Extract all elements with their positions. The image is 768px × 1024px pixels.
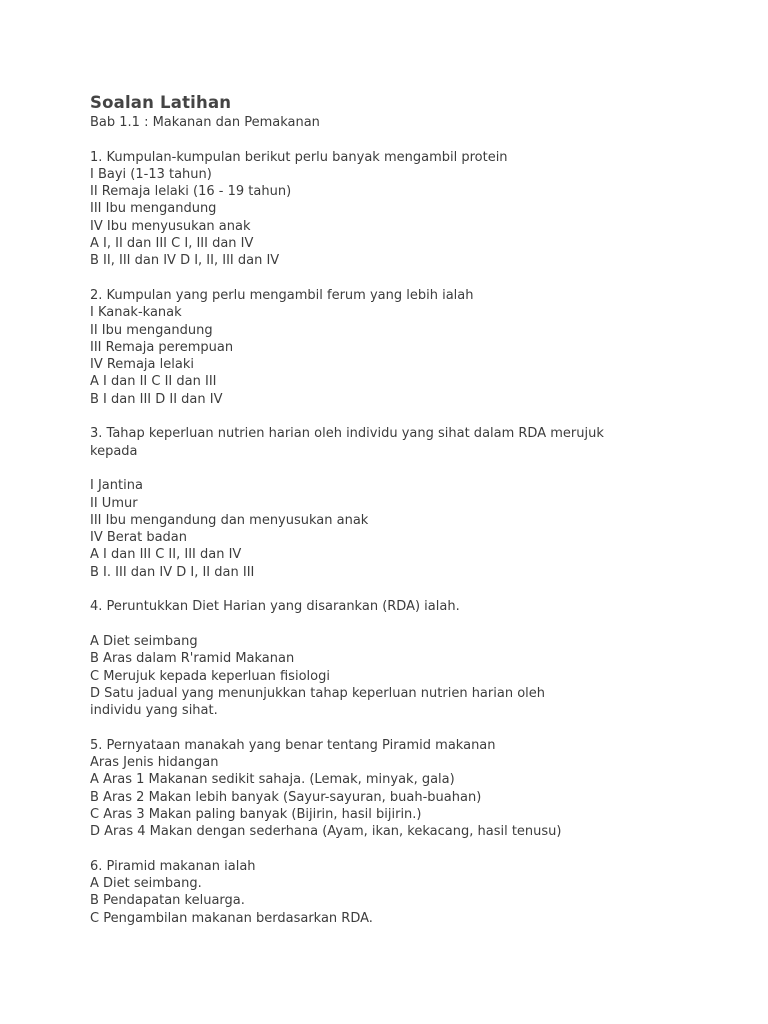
question-3	[90, 425, 730, 581]
spacer	[90, 131, 730, 148]
question-5-option: A Aras 1 Makanan sedikit sahaja. (Lemak, minyak, gala)	[90, 772, 455, 788]
question-5-option: B Aras 2 Makan lebih banyak (Sayur-sayuran, buah-buahan)	[90, 789, 482, 805]
question-3-item: II Umur	[90, 495, 138, 511]
question-2-item: III Remaja perempuan	[90, 339, 234, 355]
question-5-header: Aras Jenis hidangan	[90, 754, 219, 770]
question-3-option: B I. III dan IV D I, II dan III	[90, 564, 255, 580]
question-6	[90, 858, 730, 927]
question-3-item: I Jantina	[90, 478, 143, 494]
question-6-text: 6. Piramid makanan ialah	[90, 858, 256, 874]
question-4-text: 4. Peruntukkan Diet Harian yang disarankan (RDA) ialah.	[90, 599, 460, 615]
question-6-option: B Pendapatan keluarga.	[90, 893, 245, 909]
question-5-option: D Aras 4 Makan dengan sederhana (Ayam, ikan, kekacang, hasil tenusu)	[90, 824, 562, 840]
question-3-text-continued: kepada	[90, 443, 138, 459]
question-4-option: D Satu jadual yang menunjukkan tahap keperluan nutrien harian oleh	[90, 685, 545, 701]
question-1-item: III Ibu mengandung	[90, 201, 217, 217]
question-5-text: 5. Pernyataan manakah yang benar tentang Piramid makanan	[90, 737, 496, 753]
question-6-option: A Diet seimbang.	[90, 876, 202, 892]
question-3-option: A I dan III C II, III dan IV	[90, 547, 242, 563]
question-2	[90, 287, 730, 408]
spacer	[90, 616, 730, 633]
question-2-item: II Ibu mengandung	[90, 322, 213, 338]
question-5	[90, 737, 730, 841]
question-2-item: I Kanak-kanak	[90, 305, 182, 321]
spacer	[90, 270, 730, 287]
chapter-subtitle: Bab 1.1 : Makanan dan Pemakanan	[90, 115, 320, 130]
question-1	[90, 149, 730, 270]
question-1-option: A I, II dan III C I, III dan IV	[90, 236, 254, 252]
question-2-item: IV Remaja lelaki	[90, 357, 194, 373]
question-4-option: A Diet seimbang	[90, 633, 198, 649]
spacer	[90, 719, 730, 736]
spacer	[90, 460, 730, 477]
question-1-item: I Bayi (1-13 tahun)	[90, 166, 212, 182]
question-1-item: IV Ibu menyusukan anak	[90, 218, 251, 234]
question-5-option: C Aras 3 Makan paling banyak (Bijirin, hasil bijirin.)	[90, 806, 422, 822]
page-title: Soalan Latihan	[90, 93, 232, 112]
document-page	[90, 92, 730, 927]
question-3-text: 3. Tahap keperluan nutrien harian oleh individu yang sihat dalam RDA merujuk	[90, 426, 604, 442]
spacer	[90, 408, 730, 425]
question-2-text: 2. Kumpulan yang perlu mengambil ferum yang lebih ialah	[90, 287, 474, 303]
question-1-item: II Remaja lelaki (16 - 19 tahun)	[90, 184, 292, 200]
spacer	[90, 840, 730, 857]
question-3-item: III Ibu mengandung dan menyusukan anak	[90, 512, 369, 528]
question-1-text: 1. Kumpulan-kumpulan berikut perlu banyak mengambil protein	[90, 149, 508, 165]
question-1-option: B II, III dan IV D I, II, III dan IV	[90, 253, 280, 269]
question-2-option: B I dan III D II dan IV	[90, 391, 223, 407]
question-4	[90, 598, 730, 719]
question-4-option: B Aras dalam R'ramid Makanan	[90, 651, 295, 667]
question-3-item: IV Berat badan	[90, 530, 187, 546]
question-4-option-continued: individu yang sihat.	[90, 703, 218, 719]
question-2-option: A I dan II C II dan III	[90, 374, 217, 390]
spacer	[90, 581, 730, 598]
question-4-option: C Merujuk kepada keperluan fisiologi	[90, 668, 330, 684]
question-6-option: C Pengambilan makanan berdasarkan RDA.	[90, 910, 373, 926]
